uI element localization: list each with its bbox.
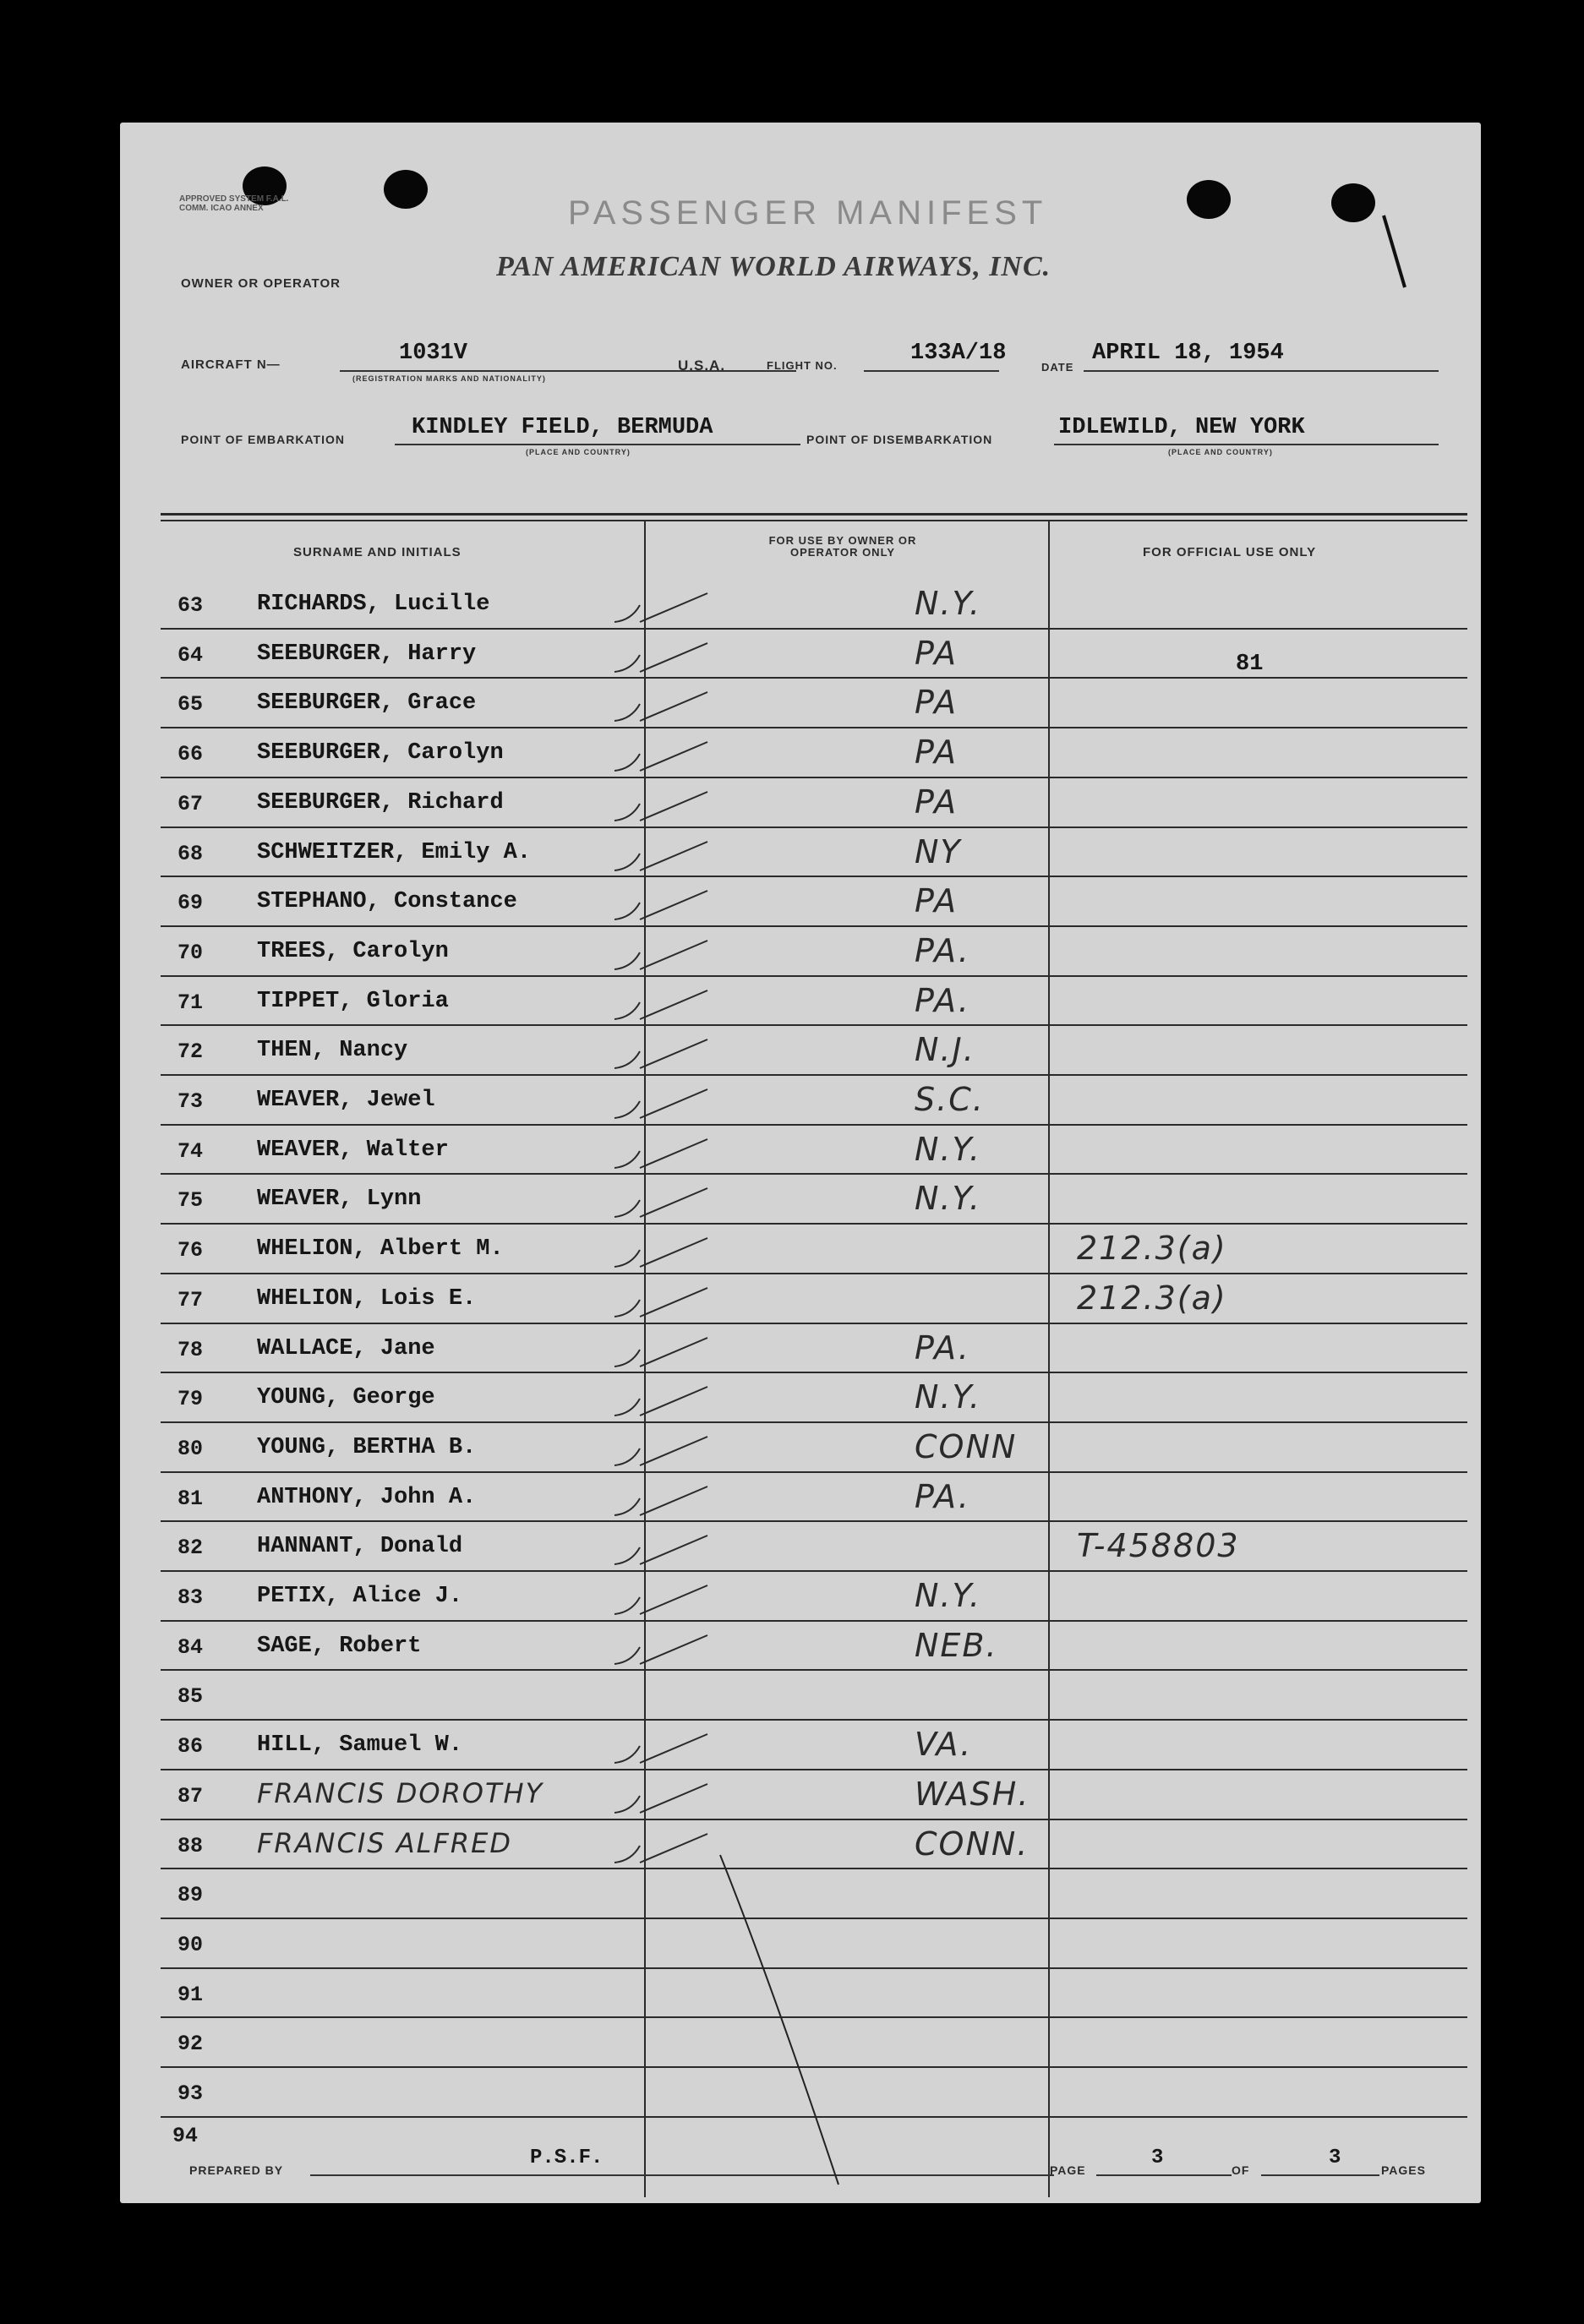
of-label: OF [1232, 2163, 1250, 2177]
row-divider [161, 1520, 1467, 1522]
row-divider [161, 1074, 1467, 1076]
row-divider [161, 1372, 1467, 1373]
official-note: 212.3(a) [1077, 1279, 1227, 1317]
row-number: 76 [178, 1238, 204, 1263]
row-number: 75 [178, 1188, 204, 1214]
passenger-name: TREES, Carolyn [257, 938, 449, 964]
flight-date: APRIL 18, 1954 [1092, 341, 1284, 366]
form-title: PASSENGER MANIFEST [568, 194, 1048, 232]
row-divider [161, 1620, 1467, 1622]
checkmark-icon [606, 1183, 691, 1217]
row-number: 79 [178, 1387, 204, 1412]
checkmark-icon [606, 1829, 691, 1863]
official-note: T-458803 [1077, 1527, 1240, 1565]
checkmark-icon [606, 1134, 691, 1168]
row-number: 77 [178, 1287, 204, 1312]
row-divider [161, 1323, 1467, 1324]
embark-sublabel: (PLACE AND COUNTRY) [526, 448, 631, 456]
row-divider [161, 1124, 1467, 1126]
punch-hole [1331, 183, 1375, 222]
row-number: 84 [178, 1634, 204, 1660]
row-number: 86 [178, 1734, 204, 1759]
row-number: 66 [178, 742, 204, 767]
passenger-name: YOUNG, BERTHA B. [257, 1434, 477, 1460]
checkmark-icon [606, 737, 691, 771]
checkmark-icon [606, 1432, 691, 1465]
passenger-name: HANNANT, Donald [257, 1534, 463, 1560]
passenger-name: WEAVER, Lynn [257, 1187, 422, 1213]
passenger-name: PETIX, Alice J. [257, 1584, 463, 1609]
checkmark-icon [606, 1779, 691, 1813]
row-divider [161, 1024, 1467, 1026]
passenger-name: SAGE, Robert [257, 1633, 422, 1659]
passenger-state: PA [915, 634, 959, 672]
row-number: 71 [178, 990, 204, 1015]
row-number: 65 [178, 692, 204, 717]
col-header-name: SURNAME AND INITIALS [293, 545, 462, 559]
col-header-official: FOR OFFICIAL USE ONLY [1143, 545, 1317, 559]
checkmark-icon [606, 886, 691, 919]
prepared-by: P.S.F. [530, 2147, 604, 2169]
pages-label: PAGES [1381, 2163, 1426, 2177]
punch-hole [384, 170, 428, 209]
passenger-state: PA [915, 684, 959, 722]
checkmark-icon [606, 1580, 691, 1614]
passenger-name: WHELION, Albert M. [257, 1236, 504, 1263]
checkmark-icon [606, 638, 691, 672]
row-number: 68 [178, 841, 204, 866]
row-number: 91 [178, 1982, 204, 2007]
pen-mark [1379, 211, 1413, 296]
passenger-name: WEAVER, Jewel [257, 1088, 435, 1113]
passenger-state: PA [915, 783, 959, 821]
passenger-state: N.Y. [915, 1180, 981, 1218]
passenger-state: N.Y. [915, 1577, 981, 1614]
row-number: 92 [178, 2032, 204, 2057]
row-number: 85 [178, 1684, 204, 1710]
row-divider [161, 1471, 1467, 1473]
checkmark-icon [606, 1233, 691, 1267]
row-divider [161, 826, 1467, 828]
passenger-state: N.J. [915, 1031, 975, 1069]
row-divider [161, 1819, 1467, 1820]
row-divider [161, 1719, 1467, 1721]
checkmark-icon [606, 787, 691, 821]
checkmark-icon [606, 837, 691, 870]
passenger-name: FRANCIS ALFRED [257, 1826, 512, 1859]
row-divider [161, 1769, 1467, 1770]
passenger-state: S.C. [915, 1081, 985, 1118]
passenger-name: SEEBURGER, Grace [257, 690, 477, 717]
row-number: 69 [178, 891, 204, 916]
passenger-name: RICHARDS, Lucille [257, 592, 490, 617]
owner-name: PAN AMERICAN WORLD AIRWAYS, INC. [496, 251, 1051, 282]
checkmark-icon [606, 1283, 691, 1317]
page-label: PAGE [1050, 2163, 1086, 2177]
passenger-state: PA [915, 734, 959, 772]
passenger-state: PA [915, 882, 959, 920]
passenger-state: NEB. [915, 1626, 998, 1664]
country-label: U.S.A. [678, 357, 726, 374]
row-number: 63 [178, 593, 204, 618]
row-divider [161, 727, 1467, 728]
passenger-name: FRANCIS DOROTHY [257, 1776, 544, 1809]
row-number-last: 94 [172, 2124, 199, 2148]
row-number: 87 [178, 1783, 204, 1808]
row-number: 93 [178, 2081, 204, 2106]
passenger-state: N.Y. [915, 1130, 981, 1168]
row-number: 89 [178, 1883, 204, 1908]
official-note: 212.3(a) [1077, 1230, 1227, 1268]
aircraft-label: AIRCRAFT N— [181, 357, 281, 372]
row-divider [161, 1223, 1467, 1225]
row-number: 82 [178, 1536, 204, 1561]
passenger-state: CONN. [915, 1825, 1030, 1863]
row-divider [161, 1570, 1467, 1572]
row-divider [161, 1421, 1467, 1423]
checkmark-icon [606, 1034, 691, 1068]
embark-place: KINDLEY FIELD, BERMUDA [412, 415, 713, 440]
checkmark-icon [606, 1530, 691, 1564]
row-divider [161, 777, 1467, 778]
row-number: 78 [178, 1337, 204, 1362]
punch-hole [1187, 180, 1231, 219]
passenger-name: STEPHANO, Constance [257, 889, 517, 915]
checkmark-icon [606, 1382, 691, 1416]
passenger-name: WALLACE, Jane [257, 1335, 435, 1361]
passenger-name: SCHWEITZER, Emily A. [257, 839, 532, 865]
prepared-label: PREPARED BY [189, 2163, 284, 2177]
row-divider [161, 1273, 1467, 1274]
passenger-state: WASH. [915, 1775, 1030, 1813]
passenger-name: HILL, Samuel W. [257, 1732, 463, 1759]
flight-label: FLIGHT NO. [767, 359, 838, 372]
checkmark-icon [606, 687, 691, 721]
passenger-state: PA. [915, 981, 970, 1019]
row-divider [161, 975, 1467, 977]
checkmark-icon [606, 1481, 691, 1515]
row-number: 70 [178, 940, 204, 965]
passenger-name: ANTHONY, John A. [257, 1484, 477, 1510]
approved-stamp: APPROVED SYSTEM F.A.L. COMM. ICAO ANNEX [179, 194, 289, 213]
passenger-name: YOUNG, George [257, 1385, 435, 1411]
row-number: 90 [178, 1932, 204, 1957]
row-divider [161, 1173, 1467, 1175]
owner-label: OWNER OR OPERATOR [181, 276, 341, 291]
passenger-name: WEAVER, Walter [257, 1137, 449, 1163]
passenger-state: N.Y. [915, 1378, 981, 1416]
checkmark-icon [606, 1630, 691, 1664]
row-divider [161, 876, 1467, 877]
aircraft-registration: 1031V [399, 341, 468, 366]
passenger-name: SEEBURGER, Richard [257, 789, 504, 816]
row-divider [161, 628, 1467, 630]
col-header-owner: FOR USE BY OWNER OR OPERATOR ONLY [768, 534, 917, 559]
row-number: 73 [178, 1089, 204, 1114]
page-number: 3 [1151, 2147, 1164, 2169]
manifest-sheet [120, 123, 1481, 2203]
cancel-stroke [712, 1847, 881, 2201]
row-number: 80 [178, 1436, 204, 1461]
row-number: 64 [178, 642, 204, 668]
row-number: 81 [178, 1486, 204, 1511]
disembark-label: POINT OF DISEMBARKATION [806, 433, 993, 446]
row-number: 72 [178, 1039, 204, 1065]
passenger-state: PA. [915, 1328, 970, 1367]
checkmark-icon [606, 1729, 691, 1763]
date-label: DATE [1041, 361, 1074, 374]
passenger-state: PA. [915, 1477, 970, 1515]
passenger-state: PA. [915, 931, 970, 969]
row-number: 74 [178, 1138, 204, 1164]
official-note: 81 [1236, 651, 1264, 677]
disembark-place: IDLEWILD, NEW YORK [1058, 415, 1305, 440]
checkmark-icon [606, 588, 691, 622]
checkmark-icon [606, 1084, 691, 1118]
checkmark-icon [606, 1333, 691, 1367]
row-number: 67 [178, 791, 204, 816]
row-divider [161, 1669, 1467, 1671]
embark-label: POINT OF EMBARKATION [181, 433, 345, 446]
passenger-state: NY [915, 832, 962, 870]
row-number: 83 [178, 1585, 204, 1610]
checkmark-icon [606, 985, 691, 1019]
passenger-name: WHELION, Lois E. [257, 1285, 477, 1312]
row-divider [161, 925, 1467, 927]
passenger-name: SEEBURGER, Carolyn [257, 740, 504, 766]
passenger-name: THEN, Nancy [257, 1038, 408, 1064]
passenger-name: SEEBURGER, Harry [257, 641, 477, 667]
passenger-name: TIPPET, Gloria [257, 988, 449, 1014]
disembark-sublabel: (PLACE AND COUNTRY) [1168, 448, 1273, 456]
checkmark-icon [606, 936, 691, 969]
row-number: 88 [178, 1833, 204, 1858]
row-divider [161, 677, 1467, 679]
page-total: 3 [1329, 2147, 1341, 2169]
passenger-state: N.Y. [915, 585, 981, 622]
passenger-state: VA. [915, 1726, 973, 1764]
aircraft-sublabel: (REGISTRATION MARKS AND NATIONALITY) [352, 374, 546, 383]
flight-number: 133A/18 [910, 341, 1007, 366]
passenger-state: CONN [915, 1427, 1018, 1465]
